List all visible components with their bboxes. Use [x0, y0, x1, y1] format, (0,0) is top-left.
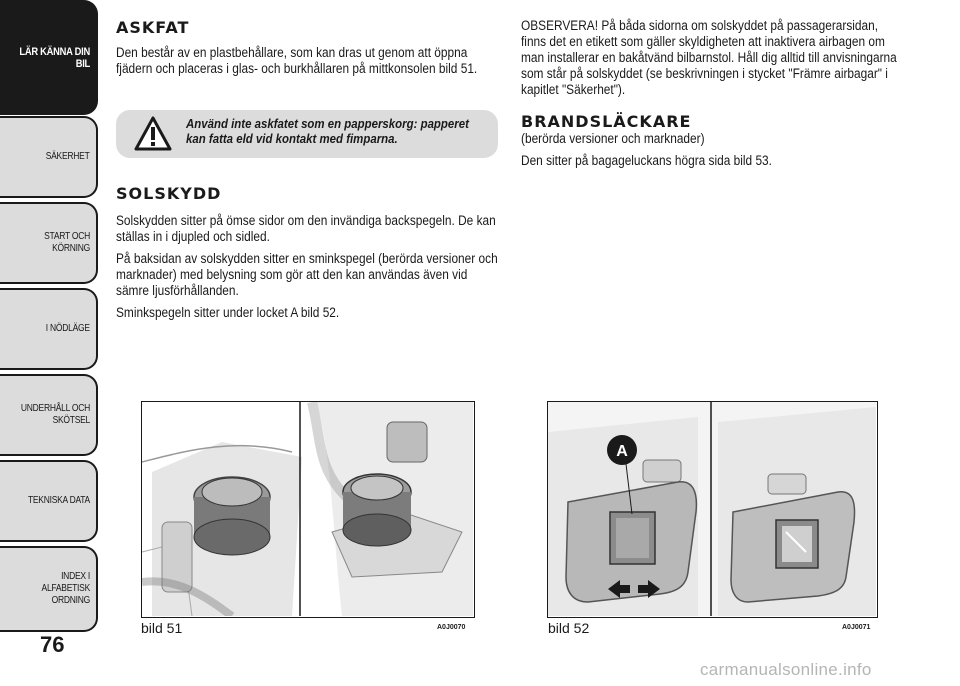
tab-i-nodlage[interactable]	[0, 288, 98, 370]
tab-lar-kanna-din-bil[interactable]	[0, 0, 98, 115]
tab-index[interactable]	[0, 546, 98, 632]
tab-label: UNDERHÅLL OCH SKÖTSEL	[20, 403, 90, 426]
sunvisor-illustration	[548, 402, 876, 616]
tab-label: INDEX I ALFABETISK ORDNING	[41, 571, 90, 606]
warning-text: Använd inte askfatet som en papperskorg: papperet kan fatta eld vid kontakt med fimparna.	[186, 116, 469, 146]
callout-a-label: A	[616, 443, 628, 460]
solskydd-paragraph-1: Solskydden sitter på ömse sidor om den invändiga backspegeln. De kan ställas in i djupled och sidled.	[116, 213, 496, 244]
figure-51-code: A0J0070	[437, 624, 466, 631]
solskydd-paragraph-3: Sminkspegeln sitter under locket A bild 52.	[116, 305, 340, 320]
brandslackare-subtitle: (berörda versioner och marknader)	[521, 131, 705, 146]
tab-label: SÄKERHET	[46, 151, 90, 162]
figure-52-code: A0J0071	[842, 624, 871, 631]
page-number: 76	[40, 632, 65, 657]
askfat-text: Den består av en plastbehållare, som kan dras ut genom att öppna fjädern och placeras i glas- och burkhållaren på mittkonsolen bild 51.	[116, 45, 478, 76]
warning-box	[116, 110, 498, 158]
solskydd-heading: SOLSKYDD	[116, 184, 222, 203]
figure-52-sunvisor	[547, 401, 878, 618]
tab-label: START OCH KÖRNING	[44, 231, 90, 254]
ashtray-illustration	[142, 402, 473, 616]
figure-51-ashtray	[141, 401, 475, 618]
figure-51-caption: bild 51	[141, 620, 183, 636]
tab-label: LÄR KÄNNA DIN BIL	[19, 45, 91, 70]
right-column	[521, 18, 901, 169]
askfat-heading: ASKFAT	[116, 18, 190, 37]
tab-tekniska-data[interactable]	[0, 460, 98, 542]
tab-label: I NÖDLÄGE	[45, 323, 90, 334]
warning-triangle-icon	[134, 116, 172, 152]
brandslackare-text: Den sitter på bagageluckans högra sida bild 53.	[521, 153, 772, 168]
solskydd-paragraph-2: På baksidan av solskydden sitter en sminkspegel (berörda versioner och marknader) med belysning som gör att den kan användas även vid sämre ljusförhållanden.	[116, 251, 498, 298]
observera-text: OBSERVERA! På båda sidorna om solskyddet på passagerarsidan, finns det en etikett som gäller skyldigheten att inaktivera airbagen om man installerar en bakåtvänd bilbarnstol. Håll dig alltid till anvisningarna som står på solskyddet (se beskrivningen i stycket "Främre airbagar" i kapitlet "Säkerhet").	[521, 18, 897, 97]
solskydd-section	[116, 184, 501, 321]
left-column	[116, 18, 501, 77]
brandslackare-heading: BRANDSLÄCKARE	[521, 112, 692, 131]
watermark: carmanualsonline.info	[700, 660, 872, 679]
tab-sakerhet[interactable]	[0, 116, 98, 198]
figure-52-caption: bild 52	[548, 620, 590, 636]
tab-underhall-och-skotsel[interactable]	[0, 374, 98, 456]
tab-start-och-korning[interactable]	[0, 202, 98, 284]
tab-label: TEKNISKA DATA	[27, 495, 90, 506]
